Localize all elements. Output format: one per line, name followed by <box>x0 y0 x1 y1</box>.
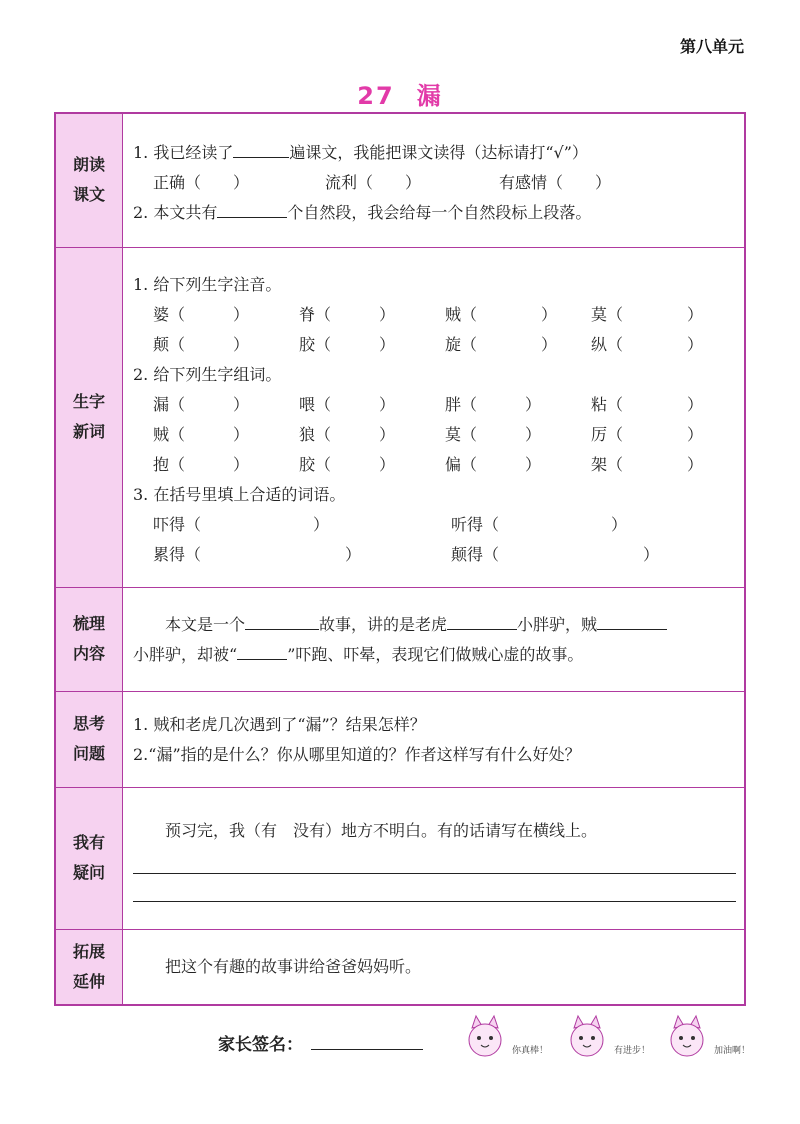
word-item[interactable]: 胶（ ） <box>299 454 396 474</box>
lesson-number: 27 <box>357 82 395 110</box>
option-expressive[interactable]: 有感情（ ） <box>499 173 612 192</box>
parent-signature: 家长签名： <box>218 1030 423 1055</box>
story-type-blank[interactable] <box>245 611 319 630</box>
scared-by-blank[interactable] <box>237 641 287 660</box>
section-extend: 拓展 延伸 把这个有趣的故事讲给爸爸妈妈听。 <box>55 929 745 1005</box>
section-label: 朗读 课文 <box>55 113 123 247</box>
word-item[interactable]: 抱（ ） <box>153 454 250 474</box>
lesson-title <box>0 76 800 111</box>
word-item[interactable]: 狼（ ） <box>299 424 396 444</box>
section-label: 我有 疑问 <box>55 787 123 929</box>
section-reading: 朗读 课文 1. 我已经读了 遍课文，我能把课文读得（达标请打“√”） 正确（ ） 流利（ ） 有感情（ ） 2. 本文共有 个自然段，我会给每一个自然段标上段落。 <box>55 113 745 247</box>
pinyin-item[interactable]: 莫（ ） <box>591 304 704 324</box>
section-label: 拓展 延伸 <box>55 929 123 1005</box>
section-summary: 梳理 内容 本文是一个 故事，讲的是老虎 小胖驴，贼 小胖驴，却被“ ”吓跑、吓晕，表现它们做贼心虚的故事。 <box>55 587 745 691</box>
word-item[interactable]: 粘（ ） <box>591 394 704 414</box>
pinyin-item[interactable]: 脊（ ） <box>299 304 396 324</box>
unit-label: 第八单元 <box>679 37 744 56</box>
section-label: 思考 问题 <box>55 691 123 787</box>
pinyin-item[interactable]: 胶（ ） <box>299 334 396 354</box>
word-item[interactable]: 喂（ ） <box>299 394 396 414</box>
word-item[interactable]: 胖（ ） <box>445 394 542 414</box>
sticker-keep-going[interactable]: 加油啊！ <box>662 1014 750 1062</box>
cat-icon <box>460 1014 510 1062</box>
fill-item[interactable]: 累得（ ） <box>153 544 362 564</box>
cat-icon <box>562 1014 612 1062</box>
section-my-questions: 我有 疑问 预习完，我（有 没有）地方不明白。有的话请写在横线上。 <box>55 787 745 929</box>
word-item[interactable]: 莫（ ） <box>445 424 542 444</box>
fill-item[interactable]: 吓得（ ） <box>153 514 330 534</box>
cat-icon <box>662 1014 712 1062</box>
lesson-name: 漏 <box>416 82 443 110</box>
section-label: 梳理 内容 <box>55 587 123 691</box>
sticker-progress[interactable]: 有进步！ <box>562 1014 650 1062</box>
pinyin-item[interactable]: 贼（ ） <box>445 304 558 324</box>
word-item[interactable]: 偏（ ） <box>445 454 542 474</box>
word-item[interactable]: 贼（ ） <box>153 424 250 444</box>
word-item[interactable]: 厉（ ） <box>591 424 704 444</box>
section-label: 生字 新词 <box>55 247 123 587</box>
answer-line[interactable] <box>133 846 736 874</box>
thinking-question: 2.“漏”指的是什么？你从哪里知道的？作者这样写有什么好处？ <box>133 744 581 764</box>
paragraph-count-blank[interactable] <box>217 199 287 218</box>
pinyin-item[interactable]: 婆（ ） <box>153 304 250 324</box>
pinyin-item[interactable]: 颠（ ） <box>153 334 250 354</box>
fill-item[interactable]: 听得（ ） <box>451 514 628 534</box>
option-fluent[interactable]: 流利（ ） <box>325 173 422 192</box>
signature-field[interactable] <box>311 1031 423 1050</box>
tiger-action-blank[interactable] <box>447 611 517 630</box>
sticker-great[interactable]: 你真棒！ <box>460 1014 548 1062</box>
option-correct[interactable]: 正确（ ） <box>153 173 250 192</box>
pinyin-item[interactable]: 纵（ ） <box>591 334 704 354</box>
thief-action-blank[interactable] <box>597 611 667 630</box>
preview-sheet <box>54 112 746 1006</box>
pinyin-item[interactable]: 旋（ ） <box>445 334 558 354</box>
word-item[interactable]: 漏（ ） <box>153 394 250 414</box>
thinking-question: 1. 贼和老虎几次遇到了“漏”？结果怎样？ <box>133 714 426 734</box>
fill-item[interactable]: 颠得（ ） <box>451 544 660 564</box>
word-item[interactable]: 架（ ） <box>591 454 704 474</box>
answer-line[interactable] <box>133 874 736 902</box>
read-count-blank[interactable] <box>233 139 289 158</box>
section-thinking <box>55 691 745 787</box>
section-new-words: 生字 新词 1. 给下列生字注音。 婆（ ） 脊（ ） 贼（ ） 莫（ ） 颠（ ） 胶（ ） 旋（ ） 纵（ ） 2. 给下列生字组词。 漏（ ） 喂（ ） 胖（ ） 粘（ ） 贼（ ） 狼（ ） 莫（ ） 厉（ ） 抱（ ） 胶（ ） 偏（ ） 架（ ） 3. 在括号里填上合适的词语。 吓得（ ） 听得（ ） 累得（ ） 颠得（ ） <box>55 247 745 587</box>
